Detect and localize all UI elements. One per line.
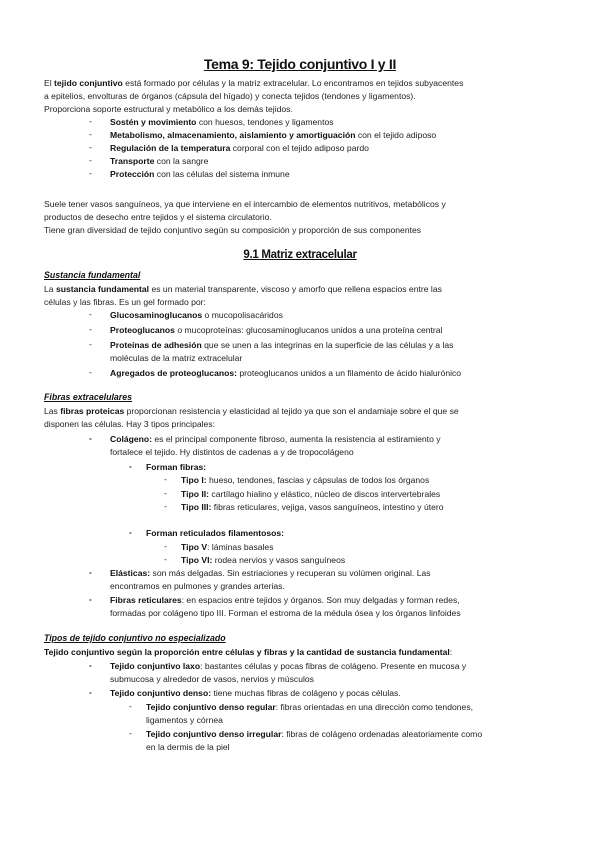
bullet-dash: - (89, 367, 92, 377)
fibras-line-2: disponen las células. Hay 3 tipos principales: (44, 419, 216, 429)
denso-line: Tejido conjuntivo denso: tiene muchas fibras de colágeno y pocas células. (110, 688, 401, 698)
denso-regular-line-1: Tejido conjuntivo denso regular: fibras orientadas en una dirección como tendones, (146, 702, 474, 712)
function-item: Sostén y movimiento con huesos, tendones y ligamentos (110, 117, 334, 127)
collagen-type-item: Tipo VI: rodea nervios y vasos sanguíneos (181, 555, 346, 565)
denso-irregular-line-1: Tejido conjuntivo denso irregular: fibras de colágeno ordenadas aleatoriamente como (146, 729, 483, 739)
function-item: Protección con las células del sistema inmune (110, 169, 290, 179)
bullet-dash: - (129, 728, 132, 738)
subsection-title-tipos: Tipos de tejido conjuntivo no especializado (44, 633, 226, 643)
bullet-dash: - (89, 687, 92, 697)
reticulares-line-2: formadas por colágeno tipo III. Forman el estroma de la médula ósea y los órganos linfoides (110, 608, 461, 618)
term-tejido-conjuntivo: tejido conjuntivo (54, 78, 123, 88)
bullet-dash: - (89, 116, 92, 126)
section-heading-matriz: 9.1 Matriz extracelular (243, 249, 357, 261)
intro-p2-line-3: Tiene gran diversidad de tejido conjuntivo según su composición y proporción de sus componentes (44, 225, 422, 235)
forman-reticulados-label: Forman reticulados filamentosos: (146, 528, 285, 538)
component-item: Proteoglucanos o mucoproteínas: glucosaminoglucanos unidos a una proteína central (110, 325, 443, 335)
collagen-type-item: Tipo V: láminas basales (181, 542, 274, 552)
bullet-dash: - (164, 554, 167, 564)
bullet-dash: - (89, 433, 92, 443)
denso-irregular-line-2: en la dermis de la piel (146, 742, 230, 752)
laxo-line-2: submucosa y alrededor de vasos, nervios y músculos (110, 674, 314, 684)
elasticas-line-2: encontramos en pulmones y grandes arterias. (110, 581, 285, 591)
laxo-line-1: Tejido conjuntivo laxo: bastantes células y pocas fibras de colágeno. Presente en mucosa y (110, 661, 467, 671)
bullet-dash: - (89, 660, 92, 670)
intro-line-3: Proporciona soporte estructural y metabólico a los demás tejidos. (44, 104, 293, 114)
colageno-line-2: fortalece el tejido. Hy distintos de cadenas a y de tropocolágeno (110, 447, 354, 457)
collagen-type-item: Tipo II: cartílago hialino y elástico, núcleo de discos intervertebrales (181, 489, 441, 499)
elasticas-line-1: Elásticas: son más delgadas. Sin estriaciones y recuperan su volúmen original. Las (110, 568, 431, 578)
bullet-dash: - (164, 488, 167, 498)
bullet-dash: - (89, 339, 92, 349)
bullet-dash: - (164, 541, 167, 551)
component-item: Agregados de proteoglucanos: proteoglucanos unidos a un filamento de ácido hialurónico (110, 368, 462, 378)
sustancia-line-2: células y las fibras. Es un gel formado por: (44, 297, 206, 307)
sustancia-line-1: La sustancia fundamental es un material transparente, viscoso y amorfo que rellena espacios entre las (44, 284, 442, 294)
bullet-dash: - (89, 155, 92, 165)
bullet-dash: - (89, 129, 92, 139)
subsection-title-sustancia: Sustancia fundamental (44, 270, 141, 280)
collagen-type-item: Tipo I: hueso, tendones, fascias y cápsulas de todos los órganos (181, 475, 430, 485)
denso-regular-line-2: ligamentos y córnea (146, 715, 223, 725)
bullet-dash: - (89, 324, 92, 334)
bullet-dash: - (89, 567, 92, 577)
forman-fibras-label: Forman fibras: (146, 462, 207, 472)
bullet-dash: - (89, 309, 92, 319)
intro-line-1: El tejido conjuntivo está formado por células y la matriz extracelular. Lo encontramos en tejidos subyacentes (44, 78, 464, 88)
component-item: Proteínas de adhesión que se unen a las integrinas en la superficie de las células y a las (110, 340, 454, 350)
page-title: Tema 9: Tejido conjuntivo I y II (203, 56, 397, 72)
colageno-line-1: Colágeno: es el principal componente fibroso, aumenta la resistencia al estiramiento y (110, 434, 441, 444)
bullet-dash: - (129, 527, 132, 537)
reticulares-line-1: Fibras reticulares: en espacios entre tejidos y órganos. Son muy delgadas y forman redes, (110, 595, 460, 605)
bullet-dash: - (164, 501, 167, 511)
bullet-dash: - (89, 142, 92, 152)
bullet-dash: - (164, 474, 167, 484)
component-item: Glucosaminoglucanos o mucopolisacáridos (110, 310, 283, 320)
function-item: Regulación de la temperatura corporal con el tejido adiposo pardo (110, 143, 369, 153)
function-item: Metabolismo, almacenamiento, aislamiento y amortiguación con el tejido adiposo (110, 130, 437, 140)
component-item-continuation: moléculas de la matriz extracelular (110, 353, 243, 363)
tipos-intro-line: Tejido conjuntivo según la proporción entre células y fibras y la cantidad de sustancia fundamental: (44, 647, 453, 657)
bullet-dash: - (129, 701, 132, 711)
bullet-dash: - (129, 461, 132, 471)
intro-p2-line-2: productos de desecho entre tejidos y el sistema circulatorio. (44, 212, 272, 222)
intro-p2-line-1: Suele tener vasos sanguíneos, ya que interviene en el intercambio de elementos nutritivos, metabólicos y (44, 199, 446, 209)
function-item: Transporte con la sangre (110, 156, 209, 166)
collagen-type-item: Tipo III: fibras reticulares, vejiga, vasos sanguíneos, intestino y útero (181, 502, 444, 512)
subsection-title-fibras: Fibras extracelulares (44, 392, 133, 402)
bullet-dash: - (89, 168, 92, 178)
bullet-dash: - (89, 594, 92, 604)
fibras-line-1: Las fibras proteicas proporcionan resistencia y elasticidad al tejido ya que son el andamiaje sobre el que se (44, 406, 459, 416)
intro-line-2: a epitelios, envolturas de órganos (cápsula del hígado) y conecta tejidos (tendones y ligamentos). (44, 91, 416, 101)
